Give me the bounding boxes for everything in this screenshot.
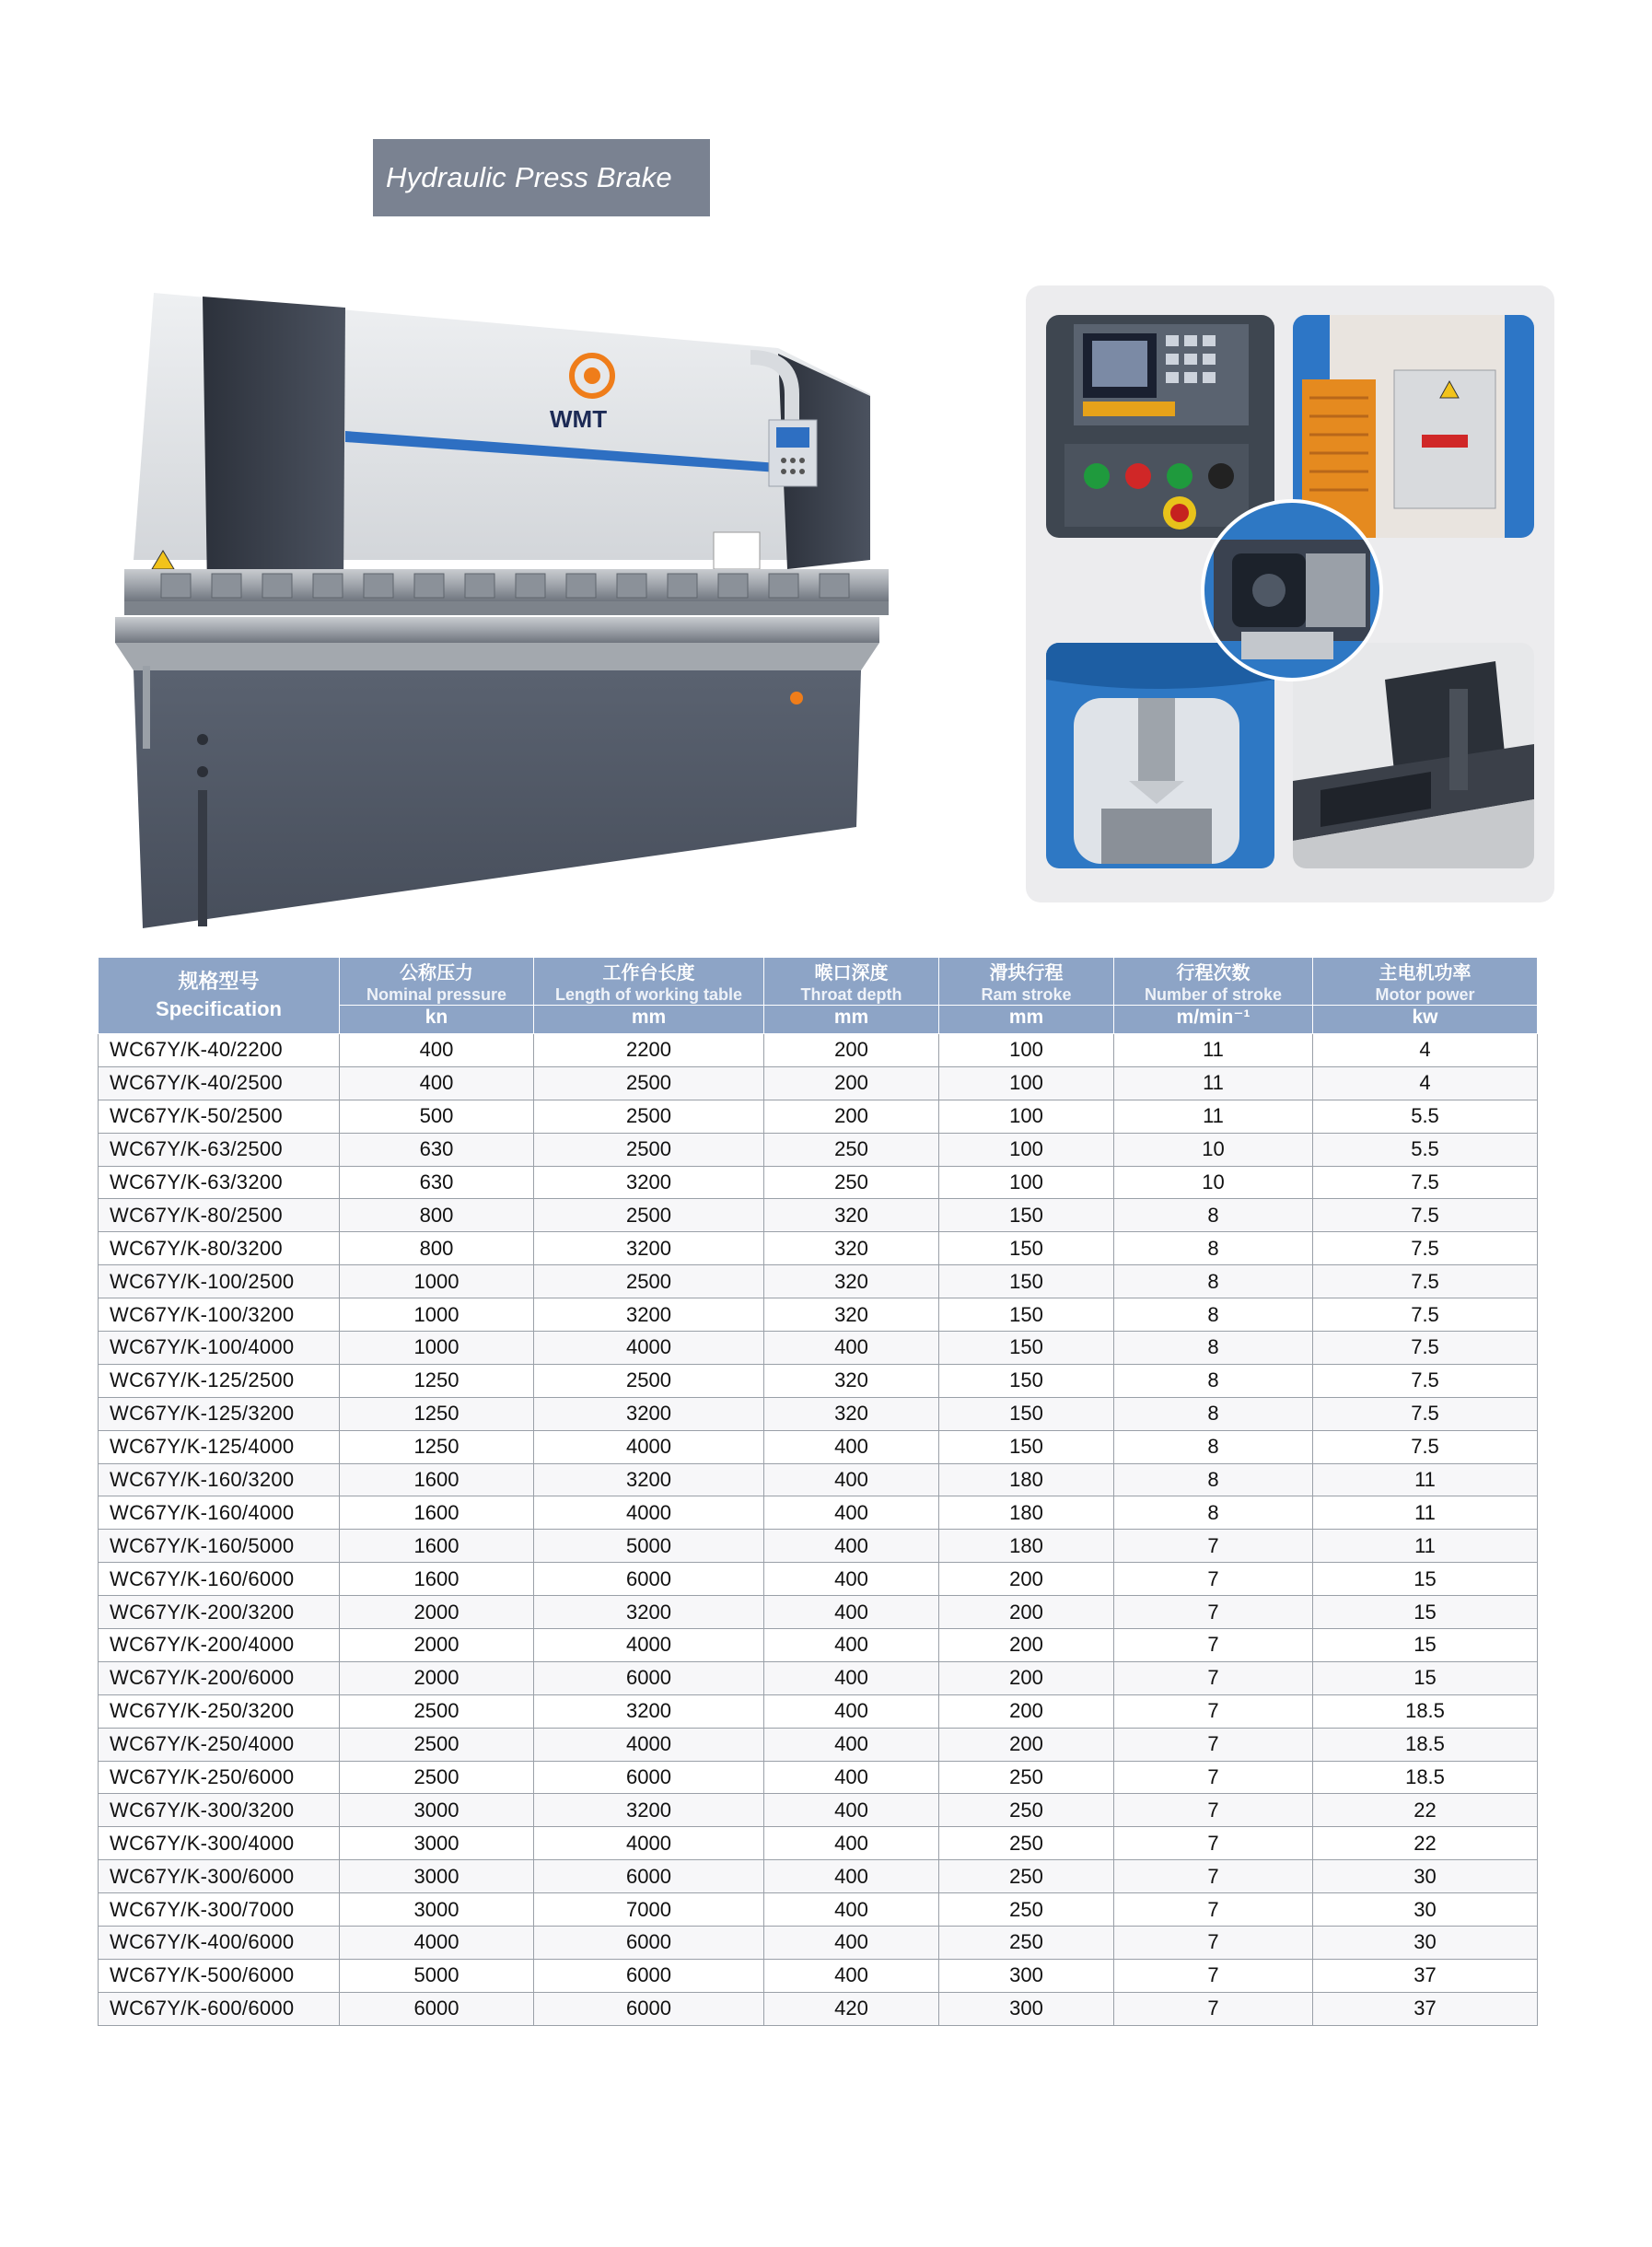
cell-nominal-pressure: 1000	[340, 1265, 534, 1298]
table-row	[99, 1629, 1538, 1662]
cell-table-length: 7000	[534, 1893, 764, 1927]
cell-motor-power: 7.5	[1313, 1265, 1538, 1298]
cell-table-length: 3200	[534, 1298, 764, 1332]
header-unit: mm	[534, 1005, 763, 1029]
cell-ram-stroke: 250	[939, 1794, 1114, 1827]
cell-nominal-pressure: 500	[340, 1100, 534, 1133]
cell-stroke-count: 7	[1114, 1827, 1313, 1860]
cell-motor-power: 15	[1313, 1563, 1538, 1596]
cell-ram-stroke: 250	[939, 1927, 1114, 1960]
table-row	[99, 1199, 1538, 1232]
header-en: Length of working table	[555, 985, 742, 1004]
cell-stroke-count: 7	[1114, 1893, 1313, 1927]
header-throat-depth	[764, 958, 939, 1034]
cell-stroke-count: 11	[1114, 1034, 1313, 1067]
cell-ram-stroke: 150	[939, 1298, 1114, 1332]
cell-throat-depth: 400	[764, 1496, 939, 1530]
cell-throat-depth: 400	[764, 1959, 939, 1992]
table-row	[99, 1332, 1538, 1365]
header-en: Number of stroke	[1144, 985, 1283, 1004]
table-row	[99, 1397, 1538, 1430]
table-row	[99, 1133, 1538, 1166]
cell-throat-depth: 200	[764, 1066, 939, 1100]
table-row	[99, 1694, 1538, 1728]
cell-stroke-count: 8	[1114, 1298, 1313, 1332]
table-row	[99, 1761, 1538, 1794]
cell-ram-stroke: 150	[939, 1364, 1114, 1397]
cell-nominal-pressure: 1250	[340, 1364, 534, 1397]
cell-nominal-pressure: 2000	[340, 1629, 534, 1662]
cell-throat-depth: 400	[764, 1860, 939, 1893]
table-row	[99, 1860, 1538, 1893]
brand-logo-text: WMT	[550, 405, 608, 433]
header-en: Motor power	[1375, 985, 1475, 1004]
cell-stroke-count: 7	[1114, 1959, 1313, 1992]
cell-throat-depth: 320	[764, 1265, 939, 1298]
tooling-photo	[1046, 643, 1274, 868]
cell-nominal-pressure: 2500	[340, 1694, 534, 1728]
header-unit: kn	[340, 1005, 533, 1029]
cell-motor-power: 11	[1313, 1530, 1538, 1563]
cell-stroke-count: 11	[1114, 1100, 1313, 1133]
cell-throat-depth: 320	[764, 1364, 939, 1397]
cell-stroke-count: 7	[1114, 1596, 1313, 1629]
cell-throat-depth: 400	[764, 1563, 939, 1596]
cell-model: WC67Y/K-63/3200	[99, 1166, 340, 1199]
cell-model: WC67Y/K-100/4000	[99, 1332, 340, 1365]
header-number-of-stroke	[1114, 958, 1313, 1034]
electrical-box-photo	[1293, 315, 1534, 538]
page-title: Hydraulic Press Brake	[386, 161, 672, 193]
cell-nominal-pressure: 2000	[340, 1596, 534, 1629]
cell-table-length: 3200	[534, 1232, 764, 1265]
cell-motor-power: 22	[1313, 1827, 1538, 1860]
cell-ram-stroke: 180	[939, 1496, 1114, 1530]
press-brake-illustration	[106, 293, 898, 928]
cell-ram-stroke: 100	[939, 1100, 1114, 1133]
cell-motor-power: 7.5	[1313, 1364, 1538, 1397]
cell-stroke-count: 8	[1114, 1232, 1313, 1265]
table-header-row	[99, 958, 1538, 1034]
cell-model: WC67Y/K-200/4000	[99, 1629, 340, 1662]
cell-ram-stroke: 250	[939, 1860, 1114, 1893]
cell-stroke-count: 8	[1114, 1364, 1313, 1397]
cell-nominal-pressure: 1600	[340, 1563, 534, 1596]
table-row	[99, 1298, 1538, 1332]
cell-model: WC67Y/K-250/3200	[99, 1694, 340, 1728]
header-unit: kw	[1313, 1005, 1537, 1029]
cell-motor-power: 18.5	[1313, 1761, 1538, 1794]
cell-nominal-pressure: 4000	[340, 1927, 534, 1960]
emergency-stop-icon	[1170, 504, 1189, 522]
cell-ram-stroke: 150	[939, 1332, 1114, 1365]
header-cn: 公称压力	[400, 963, 473, 984]
cell-ram-stroke: 150	[939, 1397, 1114, 1430]
cell-model: WC67Y/K-250/4000	[99, 1728, 340, 1761]
cell-table-length: 6000	[534, 1563, 764, 1596]
cell-throat-depth: 400	[764, 1661, 939, 1694]
cell-model: WC67Y/K-200/6000	[99, 1661, 340, 1694]
cell-table-length: 6000	[534, 1927, 764, 1960]
cell-motor-power: 30	[1313, 1860, 1538, 1893]
controller-photo	[1046, 315, 1274, 538]
cell-stroke-count: 8	[1114, 1332, 1313, 1365]
header-unit: m/min⁻¹	[1114, 1005, 1312, 1029]
cell-ram-stroke: 150	[939, 1232, 1114, 1265]
cell-throat-depth: 200	[764, 1100, 939, 1133]
cell-throat-depth: 320	[764, 1232, 939, 1265]
header-ram-stroke	[939, 958, 1114, 1034]
header-unit: mm	[764, 1005, 938, 1029]
cell-model: WC67Y/K-125/2500	[99, 1364, 340, 1397]
cell-model: WC67Y/K-250/6000	[99, 1761, 340, 1794]
cell-throat-depth: 400	[764, 1728, 939, 1761]
cell-motor-power: 7.5	[1313, 1199, 1538, 1232]
cell-model: WC67Y/K-125/4000	[99, 1430, 340, 1463]
cell-stroke-count: 7	[1114, 1563, 1313, 1596]
cell-nominal-pressure: 2000	[340, 1661, 534, 1694]
cell-stroke-count: 7	[1114, 1927, 1313, 1960]
cell-stroke-count: 7	[1114, 1992, 1313, 2025]
cell-ram-stroke: 150	[939, 1430, 1114, 1463]
cell-throat-depth: 400	[764, 1893, 939, 1927]
cell-throat-depth: 250	[764, 1133, 939, 1166]
hydraulic-valve-photo	[1201, 499, 1383, 681]
table-row	[99, 1066, 1538, 1100]
cell-ram-stroke: 200	[939, 1596, 1114, 1629]
table-row	[99, 1893, 1538, 1927]
table-row	[99, 1364, 1538, 1397]
table-row	[99, 1827, 1538, 1860]
cell-table-length: 3200	[534, 1794, 764, 1827]
cell-table-length: 2500	[534, 1100, 764, 1133]
table-row	[99, 1992, 1538, 2025]
cell-motor-power: 30	[1313, 1927, 1538, 1960]
cell-throat-depth: 420	[764, 1992, 939, 2025]
cell-throat-depth: 200	[764, 1034, 939, 1067]
cell-motor-power: 37	[1313, 1992, 1538, 2025]
cell-throat-depth: 400	[764, 1463, 939, 1496]
cell-ram-stroke: 100	[939, 1133, 1114, 1166]
cell-ram-stroke: 180	[939, 1530, 1114, 1563]
cell-model: WC67Y/K-40/2500	[99, 1066, 340, 1100]
header-en: Throat depth	[800, 985, 902, 1004]
cell-motor-power: 18.5	[1313, 1728, 1538, 1761]
table-row	[99, 1728, 1538, 1761]
cell-motor-power: 7.5	[1313, 1397, 1538, 1430]
cell-model: WC67Y/K-80/3200	[99, 1232, 340, 1265]
cell-stroke-count: 8	[1114, 1430, 1313, 1463]
cell-stroke-count: 7	[1114, 1761, 1313, 1794]
table-row	[99, 1034, 1538, 1067]
cell-throat-depth: 320	[764, 1298, 939, 1332]
header-working-table-length	[534, 958, 764, 1034]
cell-table-length: 6000	[534, 1959, 764, 1992]
cell-model: WC67Y/K-125/3200	[99, 1397, 340, 1430]
header-unit: mm	[939, 1005, 1113, 1029]
cell-ram-stroke: 250	[939, 1761, 1114, 1794]
cell-motor-power: 5.5	[1313, 1133, 1538, 1166]
cell-ram-stroke: 150	[939, 1265, 1114, 1298]
cell-model: WC67Y/K-160/3200	[99, 1463, 340, 1496]
cell-throat-depth: 400	[764, 1332, 939, 1365]
cell-model: WC67Y/K-160/6000	[99, 1563, 340, 1596]
table-row	[99, 1496, 1538, 1530]
cell-motor-power: 11	[1313, 1496, 1538, 1530]
cell-ram-stroke: 200	[939, 1728, 1114, 1761]
title-banner	[373, 139, 710, 216]
cell-throat-depth: 400	[764, 1761, 939, 1794]
table-row	[99, 1959, 1538, 1992]
cell-table-length: 4000	[534, 1430, 764, 1463]
cell-motor-power: 7.5	[1313, 1298, 1538, 1332]
header-specification	[99, 958, 340, 1034]
cell-nominal-pressure: 3000	[340, 1893, 534, 1927]
cell-nominal-pressure: 2500	[340, 1728, 534, 1761]
cell-nominal-pressure: 1000	[340, 1298, 534, 1332]
cell-motor-power: 11	[1313, 1463, 1538, 1496]
cell-motor-power: 7.5	[1313, 1332, 1538, 1365]
cell-motor-power: 15	[1313, 1629, 1538, 1662]
cell-motor-power: 15	[1313, 1661, 1538, 1694]
cell-table-length: 3200	[534, 1596, 764, 1629]
cell-ram-stroke: 100	[939, 1034, 1114, 1067]
cell-table-length: 6000	[534, 1661, 764, 1694]
header-nominal-pressure	[340, 958, 534, 1034]
cell-nominal-pressure: 2500	[340, 1761, 534, 1794]
cell-nominal-pressure: 800	[340, 1232, 534, 1265]
cell-nominal-pressure: 1250	[340, 1430, 534, 1463]
cell-ram-stroke: 300	[939, 1992, 1114, 2025]
cell-motor-power: 30	[1313, 1893, 1538, 1927]
cell-stroke-count: 7	[1114, 1794, 1313, 1827]
cell-table-length: 4000	[534, 1496, 764, 1530]
cell-model: WC67Y/K-80/2500	[99, 1199, 340, 1232]
table-row	[99, 1430, 1538, 1463]
header-en: Specification	[156, 997, 282, 1020]
cell-nominal-pressure: 1000	[340, 1332, 534, 1365]
header-cn: 滑块行程	[989, 963, 1064, 984]
cell-ram-stroke: 200	[939, 1563, 1114, 1596]
cell-table-length: 3200	[534, 1694, 764, 1728]
cell-model: WC67Y/K-63/2500	[99, 1133, 340, 1166]
table-row	[99, 1794, 1538, 1827]
cell-throat-depth: 400	[764, 1827, 939, 1860]
header-cn: 规格型号	[178, 970, 260, 993]
cell-motor-power: 15	[1313, 1596, 1538, 1629]
table-row	[99, 1530, 1538, 1563]
header-cn: 喉口深度	[814, 963, 889, 984]
cell-table-length: 2500	[534, 1265, 764, 1298]
cell-table-length: 4000	[534, 1332, 764, 1365]
cell-throat-depth: 250	[764, 1166, 939, 1199]
cell-table-length: 2500	[534, 1199, 764, 1232]
cell-nominal-pressure: 3000	[340, 1860, 534, 1893]
cell-model: WC67Y/K-300/7000	[99, 1893, 340, 1927]
header-cn: 主电机功率	[1379, 963, 1472, 984]
table-row	[99, 1661, 1538, 1694]
cell-nominal-pressure: 400	[340, 1066, 534, 1100]
cell-motor-power: 37	[1313, 1959, 1538, 1992]
cell-throat-depth: 400	[764, 1430, 939, 1463]
cell-model: WC67Y/K-500/6000	[99, 1959, 340, 1992]
header-en: Nominal pressure	[366, 985, 507, 1004]
cell-throat-depth: 400	[764, 1629, 939, 1662]
back-gauge-photo	[1293, 643, 1534, 868]
cell-nominal-pressure: 1600	[340, 1496, 534, 1530]
cell-stroke-count: 10	[1114, 1166, 1313, 1199]
cell-model: WC67Y/K-100/3200	[99, 1298, 340, 1332]
table-row	[99, 1563, 1538, 1596]
cell-stroke-count: 7	[1114, 1694, 1313, 1728]
cell-nominal-pressure: 800	[340, 1199, 534, 1232]
cell-stroke-count: 8	[1114, 1463, 1313, 1496]
cell-throat-depth: 320	[764, 1397, 939, 1430]
cell-nominal-pressure: 3000	[340, 1827, 534, 1860]
cell-table-length: 2500	[534, 1364, 764, 1397]
cell-throat-depth: 400	[764, 1927, 939, 1960]
cell-model: WC67Y/K-300/4000	[99, 1827, 340, 1860]
cell-motor-power: 4	[1313, 1034, 1538, 1067]
cell-motor-power: 7.5	[1313, 1166, 1538, 1199]
cell-table-length: 4000	[534, 1827, 764, 1860]
cell-throat-depth: 400	[764, 1694, 939, 1728]
cell-model: WC67Y/K-300/6000	[99, 1860, 340, 1893]
cell-nominal-pressure: 630	[340, 1166, 534, 1199]
cell-nominal-pressure: 1600	[340, 1463, 534, 1496]
header-cn: 工作台长度	[602, 963, 695, 984]
header-cn: 行程次数	[1176, 963, 1251, 984]
cell-table-length: 3200	[534, 1166, 764, 1199]
cell-ram-stroke: 100	[939, 1066, 1114, 1100]
cell-throat-depth: 400	[764, 1530, 939, 1563]
cell-ram-stroke: 180	[939, 1463, 1114, 1496]
cell-stroke-count: 7	[1114, 1728, 1313, 1761]
cell-stroke-count: 7	[1114, 1629, 1313, 1662]
cell-nominal-pressure: 3000	[340, 1794, 534, 1827]
cell-nominal-pressure: 630	[340, 1133, 534, 1166]
cell-motor-power: 22	[1313, 1794, 1538, 1827]
cell-stroke-count: 11	[1114, 1066, 1313, 1100]
cell-model: WC67Y/K-400/6000	[99, 1927, 340, 1960]
cell-throat-depth: 320	[764, 1199, 939, 1232]
cell-table-length: 6000	[534, 1992, 764, 2025]
cell-ram-stroke: 250	[939, 1827, 1114, 1860]
cell-stroke-count: 8	[1114, 1397, 1313, 1430]
cell-ram-stroke: 200	[939, 1629, 1114, 1662]
cell-nominal-pressure: 400	[340, 1034, 534, 1067]
cell-model: WC67Y/K-600/6000	[99, 1992, 340, 2025]
table-row	[99, 1232, 1538, 1265]
cell-nominal-pressure: 1600	[340, 1530, 534, 1563]
table-row	[99, 1100, 1538, 1133]
cell-model: WC67Y/K-40/2200	[99, 1034, 340, 1067]
cell-nominal-pressure: 6000	[340, 1992, 534, 2025]
cell-stroke-count: 8	[1114, 1199, 1313, 1232]
cell-motor-power: 7.5	[1313, 1232, 1538, 1265]
header-motor-power	[1313, 958, 1538, 1034]
cell-throat-depth: 400	[764, 1794, 939, 1827]
cell-table-length: 3200	[534, 1463, 764, 1496]
cell-ram-stroke: 150	[939, 1199, 1114, 1232]
control-pendant	[769, 420, 817, 486]
cell-nominal-pressure: 5000	[340, 1959, 534, 1992]
header-en: Ram stroke	[981, 985, 1072, 1004]
cell-ram-stroke: 250	[939, 1893, 1114, 1927]
cell-table-length: 4000	[534, 1728, 764, 1761]
cell-motor-power: 5.5	[1313, 1100, 1538, 1133]
cell-motor-power: 7.5	[1313, 1430, 1538, 1463]
cell-stroke-count: 7	[1114, 1860, 1313, 1893]
cell-table-length: 2500	[534, 1133, 764, 1166]
cell-throat-depth: 400	[764, 1596, 939, 1629]
cell-table-length: 4000	[534, 1629, 764, 1662]
cell-table-length: 3200	[534, 1397, 764, 1430]
table-row	[99, 1463, 1538, 1496]
cell-table-length: 2500	[534, 1066, 764, 1100]
cell-model: WC67Y/K-100/2500	[99, 1265, 340, 1298]
cell-ram-stroke: 200	[939, 1694, 1114, 1728]
table-row	[99, 1596, 1538, 1629]
table-row	[99, 1265, 1538, 1298]
cell-stroke-count: 7	[1114, 1661, 1313, 1694]
cell-table-length: 5000	[534, 1530, 764, 1563]
cell-nominal-pressure: 1250	[340, 1397, 534, 1430]
cell-model: WC67Y/K-50/2500	[99, 1100, 340, 1133]
green-button-icon	[1084, 463, 1110, 489]
specification-table	[98, 957, 1538, 2026]
cell-stroke-count: 8	[1114, 1265, 1313, 1298]
press-brake-machine-image	[106, 293, 898, 928]
table-body	[99, 1034, 1538, 2026]
cell-ram-stroke: 300	[939, 1959, 1114, 1992]
red-button-icon	[1125, 463, 1151, 489]
cell-model: WC67Y/K-200/3200	[99, 1596, 340, 1629]
cell-motor-power: 4	[1313, 1066, 1538, 1100]
cell-table-length: 6000	[534, 1761, 764, 1794]
cell-ram-stroke: 100	[939, 1166, 1114, 1199]
cell-table-length: 6000	[534, 1860, 764, 1893]
detail-photos-panel	[1026, 285, 1554, 902]
cell-model: WC67Y/K-160/4000	[99, 1496, 340, 1530]
cell-table-length: 2200	[534, 1034, 764, 1067]
table-row	[99, 1927, 1538, 1960]
cell-motor-power: 18.5	[1313, 1694, 1538, 1728]
cell-model: WC67Y/K-160/5000	[99, 1530, 340, 1563]
cell-model: WC67Y/K-300/3200	[99, 1794, 340, 1827]
cell-stroke-count: 7	[1114, 1530, 1313, 1563]
cell-stroke-count: 8	[1114, 1496, 1313, 1530]
table-row	[99, 1166, 1538, 1199]
cell-ram-stroke: 200	[939, 1661, 1114, 1694]
cell-stroke-count: 10	[1114, 1133, 1313, 1166]
